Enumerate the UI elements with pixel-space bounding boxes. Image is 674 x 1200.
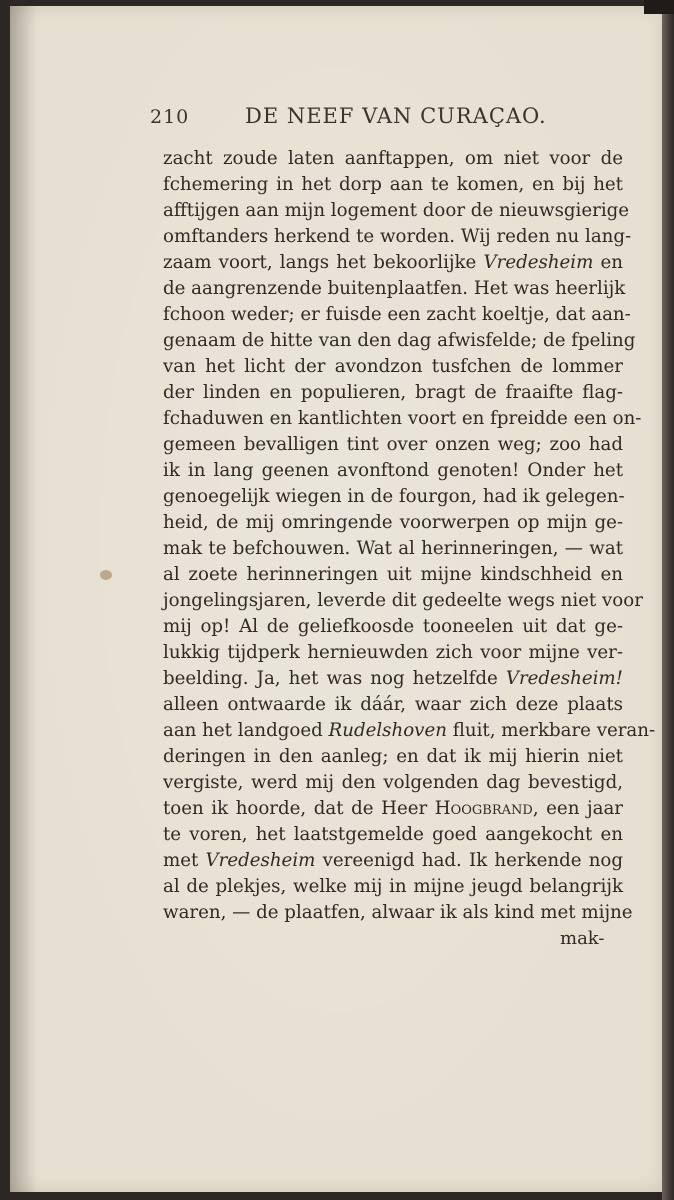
paper-stain [100, 570, 112, 580]
text-line: deringen in den aanleg; en dat ik mij hierin niet [163, 746, 623, 767]
running-title: DE NEEF VAN CURAÇAO. [245, 104, 547, 128]
scan-border [644, 0, 674, 14]
text-line: mij op! Al de geliefkoosde tooneelen uit dat ge- [163, 616, 623, 637]
text-line: alleen ontwaarde ik dáár, waar zich deze plaats [163, 694, 623, 715]
text-segment: , een jaar [532, 798, 623, 819]
place-name-vredesheim: Vredesheim! [505, 668, 623, 689]
text-segment: toen ik hoorde, dat de Heer [163, 798, 435, 819]
place-name-vredesheim: Vredesheim [205, 850, 316, 871]
text-line: jongelingsjaren, leverde dit gedeelte wegs niet voor [163, 590, 643, 611]
page-number: 210 [150, 106, 190, 128]
text-line [163, 666, 623, 692]
text-line: al de plekjes, welke mij in mijne jeugd belangrijk [163, 876, 623, 897]
text-line [163, 718, 656, 744]
text-line: genaam de hitte van den dag afwisfelde; de fpeling [163, 330, 636, 351]
text-segment: vereenigd had. Ik herkende nog [315, 850, 623, 871]
person-name-hoogbrand: Hoogbrand [434, 798, 533, 819]
text-line: waren, — de plaatfen, alwaar ik als kind met mijne [163, 902, 633, 923]
text-line: al zoete herinneringen uit mijne kindschheid en [163, 564, 623, 585]
text-line: mak te befchouwen. Wat al herinneringen, — wat [163, 538, 623, 559]
text-line: heid, de mij omringende voorwerpen op mijn ge- [163, 512, 623, 533]
body-text [163, 146, 656, 926]
catchword: mak- [560, 928, 605, 949]
text-line: fchemering in het dorp aan te komen, en bij het [163, 174, 623, 195]
text-segment: fluit, merkbare veran- [446, 720, 656, 741]
page-edge [662, 0, 674, 1200]
text-line: van het licht der avondzon tusfchen de lommer [163, 356, 623, 377]
text-line: fchaduwen en kantlichten voort en fpreidde een on- [163, 408, 642, 429]
text-line: gemeen bevalligen tint over onzen weg; zoo had [163, 434, 623, 455]
text-line: der linden en populieren, bragt de fraaifte flag- [163, 382, 623, 403]
running-header [150, 104, 547, 134]
text-segment: zaam voort, langs het bekoorlijke [163, 252, 484, 273]
text-segment: met [163, 850, 206, 871]
text-line: genoegelijk wiegen in de fourgon, had ik gelegen- [163, 486, 625, 507]
text-line: lukkig tijdperk hernieuwden zich voor mijne ver- [163, 642, 623, 663]
text-line [163, 250, 623, 276]
text-line: afftijgen aan mijn logement door de nieuwsgierige [163, 200, 630, 221]
text-segment: beelding. Ja, het was nog hetzelfde [163, 668, 506, 689]
text-line: vergiste, werd mij den volgenden dag bevestigd, [163, 772, 623, 793]
place-name-rudelshoven: Rudelshoven [328, 720, 447, 741]
text-line: omftanders herkend te worden. Wij reden nu lang- [163, 226, 632, 247]
text-line [163, 796, 623, 822]
text-line: fchoon weder; er fuisde een zacht koeltje, dat aan- [163, 304, 631, 325]
text-line: zacht zoude laten aanftappen, om niet voor de [163, 148, 623, 169]
text-segment: en [593, 252, 623, 273]
place-name-vredesheim: Vredesheim [483, 252, 594, 273]
spine-shadow [10, 6, 36, 1192]
text-line [163, 848, 623, 874]
text-line: te voren, het laatstgemelde goed aangekocht en [163, 824, 623, 845]
text-line: ik in lang geenen avonftond genoten! Onder het [163, 460, 623, 481]
text-segment: aan het landgoed [163, 720, 329, 741]
text-line: de aangrenzende buitenplaatfen. Het was heerlijk [163, 278, 626, 299]
